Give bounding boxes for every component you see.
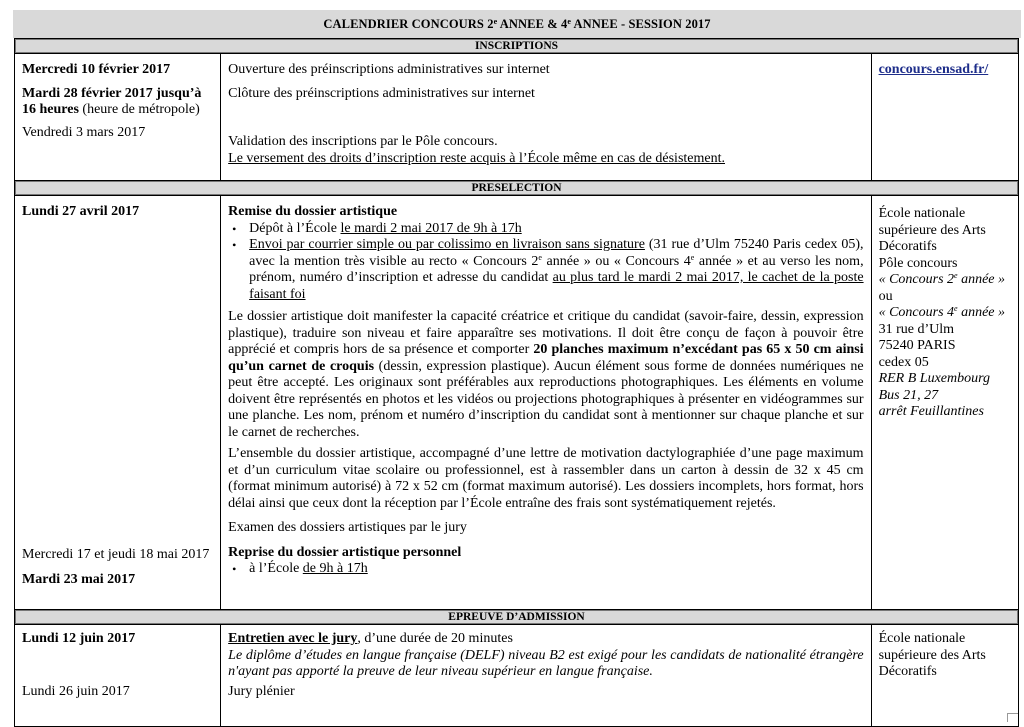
list-item	[232, 237, 864, 303]
address-line: Pôle concours	[878, 255, 958, 271]
dates-cell	[15, 196, 221, 610]
address-line: cedex 05	[878, 354, 929, 370]
address-text: année »	[957, 272, 1006, 287]
table-row-preselection	[15, 196, 1019, 610]
section-header-admission	[15, 610, 1019, 625]
calendar-table	[14, 38, 1019, 727]
paragraph	[228, 309, 863, 441]
title-part: CALENDRIER CONCOURS 2	[323, 17, 494, 31]
list-item-text: (31 rue d’Ulm 75240 Paris cedex 05), avec la mention très visible au recto « Concours 2	[249, 237, 864, 269]
date-label: Lundi 26 juin 2017	[22, 683, 130, 699]
bullet-icon: •	[232, 562, 237, 576]
address-line: École nationale supérieure des Arts Décoratifs	[878, 206, 986, 254]
date-label	[22, 86, 213, 119]
description-cell	[221, 54, 871, 181]
section-subtitle: Reprise du dossier artistique personnel	[228, 544, 462, 560]
title-sup: e	[493, 17, 498, 26]
description-cell	[221, 625, 871, 727]
description-text: Clôture des préinscriptions administratives sur internet	[228, 85, 535, 101]
description-text: Ouverture des préinscriptions administratives sur internet	[228, 62, 550, 77]
date-label-bold: Mardi 28 février 2017 jusqu’à 16 heures	[22, 85, 202, 117]
list-item	[232, 561, 863, 578]
description-text: Validation des inscriptions par le Pôle concours.	[228, 134, 498, 149]
paragraph-text: Le dossier artistique doit manifester la capacité créatrice et critique du candidat (savoir-faire, dessin, expression plastique), traduire son niveau et faire apparaître ses motivations. Il doit être conçu de façon à pouvoir être apprécié et compris hors de sa présence et comporter	[228, 309, 864, 357]
list-item-text: Dépôt à l’École	[249, 220, 341, 236]
bullet-list	[228, 221, 863, 304]
section-header-label: PRESELECTION	[15, 181, 1018, 195]
list-item	[232, 220, 863, 238]
section-header-inscriptions	[15, 39, 1019, 54]
address-text: ou	[878, 288, 893, 304]
date-label: Mardi 23 mai 2017	[22, 572, 136, 587]
list-item-text: année » et au verso les nom, prénom, numéro d’inscription et adresse du candidat	[249, 253, 864, 285]
concours-link[interactable]: concours.ensad.fr/	[878, 62, 989, 77]
address-line	[879, 272, 1011, 305]
dates-cell	[15, 625, 221, 727]
description-text: Examen des dossiers artistiques par le jury	[228, 520, 467, 535]
paragraph-text-bold: 20 planches maximum n’excédant pas 65 x 50 cm ainsi qu’un carnet de croquis	[228, 342, 864, 374]
description-text-bold: Entretien avec le jury	[228, 631, 358, 646]
title-part: ANNEE - SESSION 2017	[570, 17, 711, 31]
address-text: année »	[957, 305, 1006, 320]
list-item-text: année » ou « Concours 4	[541, 253, 691, 269]
list-item-text-underlined: Envoi par courrier simple ou par colissimo en livraison sans signature	[249, 237, 645, 252]
title-part: ANNEE & 4	[497, 17, 568, 31]
section-header-row	[15, 39, 1019, 54]
address-line: arrêt Feuillantines	[878, 404, 984, 419]
section-header-row	[15, 181, 1019, 196]
sup-text: e	[538, 252, 542, 262]
address-line	[879, 305, 1011, 322]
section-subtitle: Remise du dossier artistique	[228, 204, 398, 219]
table-row-admission	[15, 625, 1019, 727]
list-item-text-underlined: au plus tard le mardi 2 mai 2017, le cachet de la poste faisant foi	[249, 270, 864, 302]
description-text	[228, 631, 863, 648]
title-sup: e	[567, 17, 571, 26]
description-text-underlined: Le versement des droits d’inscription reste acquis à l’École même en cas de désistement.	[228, 150, 725, 166]
description-cell	[221, 196, 871, 610]
address-line: Bus 21, 27	[878, 387, 939, 403]
address-cell	[871, 196, 1018, 610]
paragraph: L’ensemble du dossier artistique, accompagné d’une lettre de motivation dactylographiée d’une page maximum et d’un curriculum vitae scolaire ou professionnel, est à rassembler dans un carton à dessin de 32 x 45 cm (format minimum autorisé) à 72 x 52 cm (format maximum autorisé). Les dossiers incomplets, hors format, hors délai ainsi que ceux dont la réception par l’École entraîne des frais sont systématiquement rejetés.	[228, 446, 864, 511]
list-item-text-underlined: le mardi 2 mai 2017 de 9h à 17h	[340, 220, 522, 236]
section-header-row	[15, 610, 1019, 625]
description-text-italic: Le diplôme d’études en langue française (DELF) niveau B2 est exigé pour les candidats de nationalité étrangère n'ayant pas apporté la preuve de leur niveau supérieur en langue française.	[228, 647, 864, 679]
address-line: 75240 PARIS	[878, 338, 956, 353]
address-line: RER B Luxembourg	[878, 371, 991, 386]
bullet-icon: •	[232, 221, 237, 236]
date-label: Mercredi 17 et jeudi 18 mai 2017	[22, 547, 210, 562]
dates-cell	[15, 54, 221, 181]
address-text: « Concours 4	[878, 305, 955, 320]
address-line: École nationale supérieure des Arts Décoratifs	[878, 631, 986, 679]
address-cell	[871, 625, 1018, 727]
sup-text: e	[954, 271, 958, 280]
bullet-icon: •	[232, 238, 237, 252]
paragraph-text: (dessin, expression plastique). Aucun élément sous forme de données numériques ne peut être accepté. Les originaux sont préférables aux reproductions photographiques. Les éléments en volume doivent être représentés en photos et les vidéos ou projections photographiques à présenter en vidéogrammes sur une planche. Les nom, prénom et numéro d’inscription du candidat sont à mentionner sur chaque planche et sur le carnet de recherches.	[228, 358, 864, 440]
date-label: Mercredi 10 février 2017	[22, 62, 171, 77]
address-line: 31 rue d’Ulm	[878, 321, 955, 337]
date-label: Lundi 12 juin 2017	[22, 631, 136, 646]
list-item-text: à l’École	[249, 561, 303, 576]
section-header-preselection	[15, 181, 1019, 196]
sup-text: e	[954, 304, 958, 313]
date-label: Lundi 27 avril 2017	[22, 204, 140, 219]
sup-text: e	[690, 252, 695, 262]
table-row-inscriptions	[15, 54, 1019, 181]
link-cell	[871, 54, 1018, 181]
address-text: « Concours 2	[878, 272, 955, 287]
section-header-label: EPREUVE D’ADMISSION	[15, 610, 1018, 624]
description-text: Jury plénier	[228, 683, 295, 699]
page-title	[13, 10, 1021, 38]
list-item-text-underlined: de 9h à 17h	[302, 561, 368, 576]
section-header-label: INSCRIPTIONS	[15, 39, 1018, 53]
page-corner-mark	[1007, 713, 1018, 722]
bullet-list	[228, 561, 863, 578]
date-label-note: (heure de métropole)	[78, 102, 200, 117]
description-text: , d’une durée de 20 minutes	[357, 631, 513, 646]
date-label: Vendredi 3 mars 2017	[22, 124, 146, 140]
